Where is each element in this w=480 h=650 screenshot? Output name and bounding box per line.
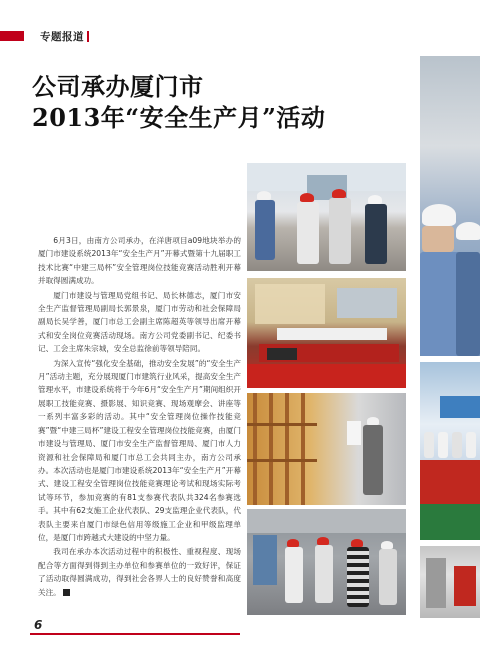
photo-workers-closeup (420, 56, 480, 356)
photo-officials-visit (247, 163, 406, 271)
photo-site-inspection (247, 509, 406, 615)
end-mark-icon (63, 589, 70, 596)
paragraph-last (38, 545, 241, 599)
section-accent-bar (0, 31, 24, 41)
paragraph: 为深入宣传“强化安全基础，推动安全发展”的“安全生产月”活动主题，充分展现厦门市建筑行业风采，提高安全生产管理水平，市建设系统将于今年6月“安全生产月”期间组织开展职工技能竞赛、摄影展、知识竞赛、现场观摩会、讲座等一系列丰富多彩的活动。其中“安全管理岗位操作技能竞赛”暨“中建三局杯”建设工程安全管理岗位技能竞赛，由厦门市建设与管理局、厦门市安全生产监督管理局、厦门市人力资源和社会保障局和厦门市总工会共同主办，南方公司承办。本次活动也是厦门市建设系统2013年“安全生产月”开幕式、建设工程安全管理岗位技能竞赛理论考试和现场实际考试等环节，参加竞赛的有81支参赛代表队共324名参赛选手。其中有62支施工企业代表队、29支监理企业代表队，代表队主要来自厦门市绿色信用等级施工企业和甲级监理单位，是厦门市跨越式大建设的中坚力量。 (38, 358, 241, 542)
article-title-line2: 2013年“安全生产月”活动 (32, 103, 326, 132)
page-number: 6 (34, 618, 43, 632)
paragraph: 厦门市建设与管理局党组书记、局长林德志，厦门市安全生产监督管理局副局长郭景泉，厦门市劳动和社会保障局副局长吴学善，厦门市总工会副主席陈超英等领导出席开幕式和安全岗位竞赛活动现场。南方公司党委副书记、纪委书记、工会主席朱宗城，安全总监徐前等领导陪同。 (38, 290, 241, 354)
paragraph: 6月3日，由南方公司承办，在洋唐项目a09地块举办的厦门市建设系统2013年“安全生产月”开幕式暨第十九届职工技术比赛“中建三局杯”安全管理岗位技能竞赛活动胜利开幕并取得圆满成功。 (38, 236, 241, 286)
paragraph: 我司在承办本次活动过程中的积极性、重视程度、现场配合等方面得到得到主办单位和参赛单位的一致好评，保证了活动取得圆满成功，得到社会各界人士的良好赞誉和高度关注。 (38, 547, 241, 597)
article-body (38, 234, 241, 599)
photo-opening-ceremony (247, 278, 406, 388)
photo-scaffold-exam (247, 393, 406, 505)
photo-award-stage (420, 362, 480, 540)
section-label: 专题报道 (40, 31, 84, 43)
footer-divider (30, 633, 240, 635)
section-divider (87, 31, 89, 42)
article-title-line1: 公司承办厦门市 (32, 72, 204, 101)
photo-site-facility (420, 546, 480, 618)
